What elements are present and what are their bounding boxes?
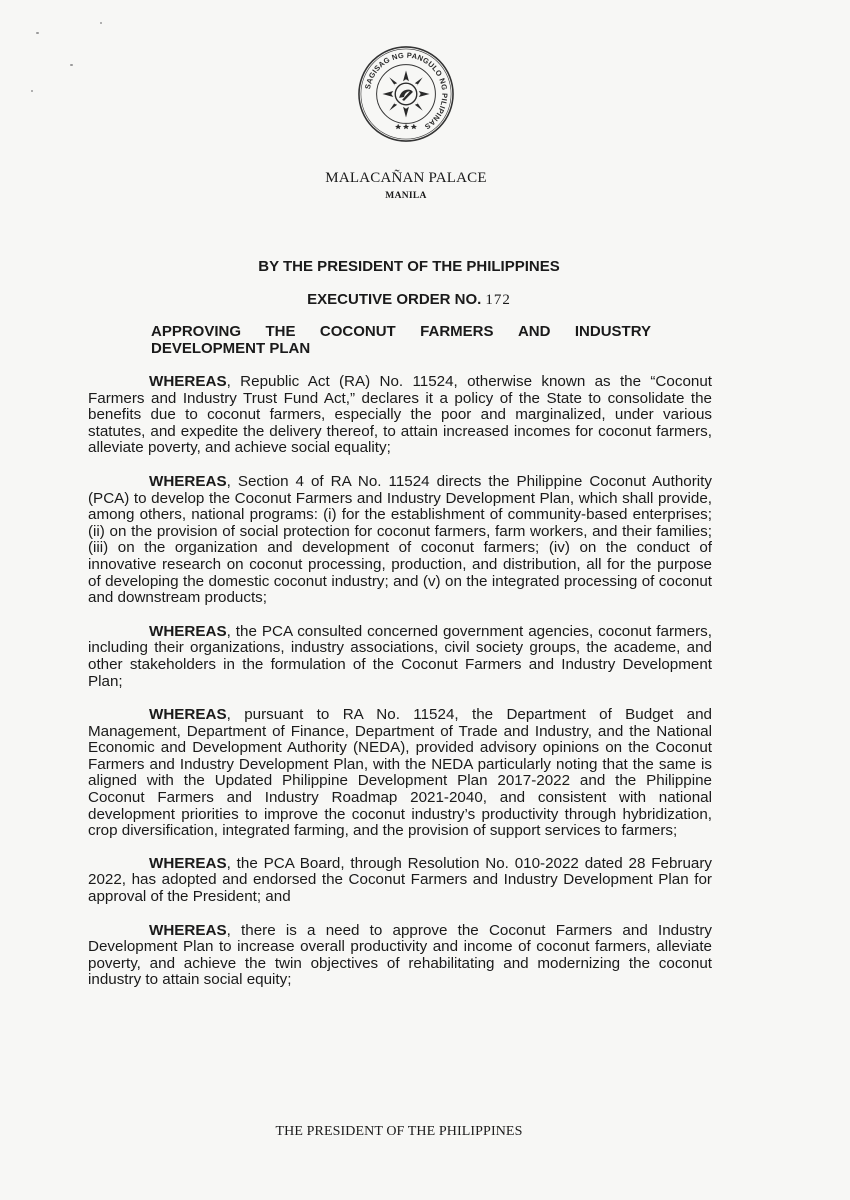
scan-speck [70,64,73,66]
office-city: MANILA [385,191,427,201]
clause-text: , the PCA Board, through Resolution No. 010-2022 dated 28 February 2022, has adopted and endorsed the Coconut Farmers and Industry Development Plan for approval of the President; and [88,854,712,906]
scan-speck [100,22,102,24]
clause-text: , the PCA consulted concerned government agencies, coconut farmers, including their organizations, industry associations, civil society groups, the academe, and other stakeholders in the formulation of the Coconut Farmers and Industry Development Plan; [88,622,712,690]
issuer-heading: BY THE PRESIDENT OF THE PHILIPPINES [258,258,560,275]
executive-order-number: 172 [485,292,511,308]
clause-text: , pursuant to RA No. 11524, the Department of Budget and Management, Department of Finance, Department of Trade and Industry, and the National Economic and Development Authority (NEDA), provided advisory opinions on the Coconut Farmers and Industry Development Plan, with the NEDA particularly noting that the same is aligned with the Updated Philippine Development Plan 2017-2022 and the Philippine Coconut Farmers and Industry Roadmap 2021-2040, and consistent with national development priorities to improve the coconut industry’s productivity through hybridization, crop diversification, integrated farming, and the provision of support services to farmers; [88,706,712,840]
whereas-clause [88,707,712,840]
title-word: THE [265,323,296,340]
order-title-line-2: DEVELOPMENT PLAN [151,340,311,357]
whereas-label: WHEREAS [149,854,227,872]
whereas-clause [88,624,712,690]
executive-order-label: EXECUTIVE ORDER NO. [307,291,482,308]
title-word: AND [517,323,551,340]
whereas-clause [88,374,712,457]
whereas-label: WHEREAS [149,373,227,390]
executive-order-heading [0,291,818,309]
whereas-clause [88,474,712,607]
clause-text: , Section 4 of RA No. 11524 directs the Philippine Coconut Authority (PCA) to develop the Coconut Farmers and Industry Development Plan, which shall provide, among others, national programs: (i) for the establishment of community-based enterprises; (ii) on the provision of social protection for coconut farmers, farm workers, and their families; (iii) on the organization and development of coconut farmers; (iv) on the conduct of innovative research on coconut processing, production, and distribution, all for the purpose of developing the domestic coconut industry; and (v) on the integrated processing of coconut and downstream products; [88,472,712,607]
whereas-clause [88,923,712,989]
scan-speck [36,32,39,34]
title-word: FARMERS [420,323,494,340]
seal-ring-text: SAGISAG NG PANGULO NG PILIPINAS [363,50,450,132]
whereas-label: WHEREAS [149,921,227,939]
clause-text: , there is a need to approve the Coconut Farmers and Industry Development Plan to increase overall productivity and income of coconut farmers, alleviate poverty, and achieve the twin objectives of rehabilitating and modernizing the coconut industry to attain social equity; [88,921,712,989]
whereas-label: WHEREAS [149,472,227,490]
order-title-line-1 [151,323,651,340]
order-title [151,323,651,357]
office-name: MALACAÑAN PALACE [325,170,487,186]
whereas-clause [88,856,712,906]
title-word: INDUSTRY [574,323,651,340]
title-word: COCONUT [319,323,396,340]
title-word: APPROVING [151,323,242,340]
whereas-clauses [88,374,712,1006]
page-footer: THE PRESIDENT OF THE PHILIPPINES [275,1124,523,1139]
presidential-seal-icon [357,45,455,143]
scan-speck [31,90,33,92]
whereas-label: WHEREAS [149,706,227,724]
whereas-label: WHEREAS [149,622,227,640]
clause-text: , Republic Act (RA) No. 11524, otherwise known as the “Coconut Farmers and Industry Trust Fund Act,” declares it a policy of the State to consolidate the benefits due to coconut farmers, especially the poor and marginalized, under various statutes, and expedite the delivery thereof, to attain increased incomes for coconut farmers, alleviate poverty, and achieve social equality; [88,373,712,457]
